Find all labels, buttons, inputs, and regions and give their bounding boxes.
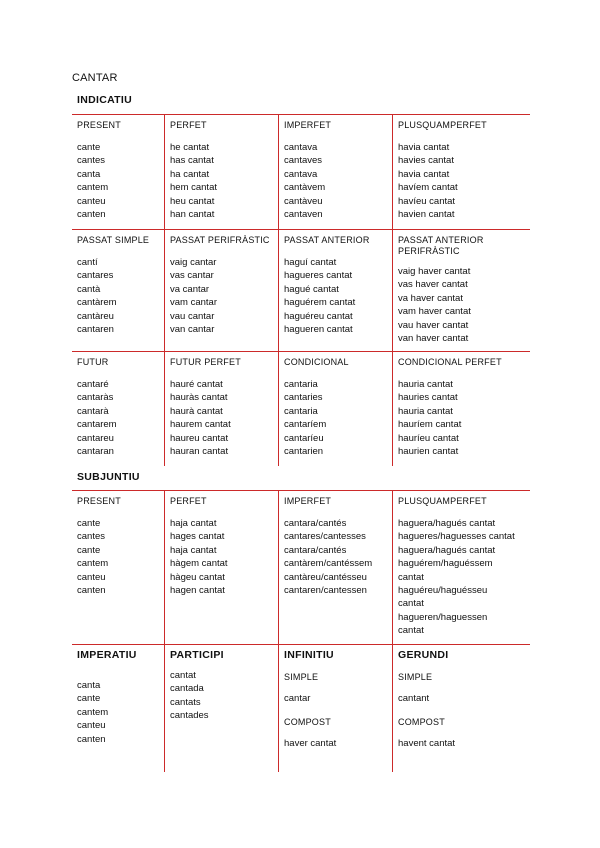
verb-form: haguera/hagués cantat — [398, 518, 496, 529]
verb-form: cantaràs — [77, 392, 114, 404]
conjugation-forms — [398, 141, 530, 221]
verb-form: hauria cantat — [398, 405, 453, 417]
tense-heading: PARTICIPI — [170, 649, 224, 661]
verb-form: cantarien — [284, 446, 324, 458]
verb-form: va haver cantat — [398, 292, 463, 304]
tense-heading: IMPERATIU — [77, 649, 137, 661]
conjugation-forms — [77, 256, 164, 336]
verb-form: cantaves — [284, 155, 323, 167]
section-title-subjuntiu: SUBJUNTIU — [77, 471, 140, 483]
verb-form: cantaria — [284, 379, 318, 390]
conjugation-forms — [284, 378, 392, 458]
tense-heading: PLUSQUAMPERFET — [398, 496, 487, 506]
subjuntiu-table — [72, 490, 530, 772]
verb-form: havien cantat — [398, 209, 455, 221]
tense-heading: PASSAT ANTERIOR PERIFRÀSTIC — [398, 235, 484, 256]
verb-form: haja cantat — [170, 518, 217, 529]
tense-heading: IMPERFET — [284, 120, 332, 130]
verb-form: cantem — [77, 706, 109, 718]
verb-form: haguérem cantat — [284, 297, 356, 309]
verb-form: canteu — [77, 720, 106, 732]
verb-form: cantàreu/cantésseu — [284, 571, 367, 583]
verb-form: cantaries — [284, 392, 323, 404]
verb-form: cantareu — [77, 432, 114, 444]
verb-form: vau cantar — [170, 310, 215, 322]
cell-participi — [165, 645, 279, 772]
simple-form: cantant — [398, 693, 430, 705]
nonfinite-row — [72, 645, 530, 772]
verb-form: canta — [77, 680, 101, 691]
cell-subj-present — [72, 491, 165, 644]
verb-form: cantava — [284, 168, 318, 180]
verb-form: heu cantat — [170, 195, 215, 207]
verb-form: han cantat — [170, 209, 215, 221]
verb-form: vau haver cantat — [398, 319, 469, 331]
simple-label: SIMPLE — [284, 672, 319, 682]
verb-form: hagueren/haguessen — [398, 611, 488, 623]
verb-form: hauries cantat — [398, 392, 458, 404]
verb-form: vaig haver cantat — [398, 266, 471, 277]
verb-form: havia cantat — [398, 168, 450, 180]
verb-form: cantes — [77, 531, 105, 543]
verb-form: canteu — [77, 571, 106, 583]
verb-form: cantat — [398, 598, 424, 610]
cell-gerundi — [393, 645, 530, 772]
verb-form: cante — [77, 544, 101, 556]
verb-form: vam haver cantat — [398, 306, 471, 318]
cell-perfet — [165, 115, 279, 229]
cell-condicional-perfet — [393, 352, 530, 466]
conjugation-forms — [170, 141, 278, 221]
cell-futur — [72, 352, 165, 466]
verb-form: cantaria — [284, 405, 318, 417]
section-title-indicatiu: INDICATIU — [77, 94, 132, 106]
verb-form: canta — [77, 168, 101, 180]
verb-form: hauré cantat — [170, 379, 223, 390]
cell-subj-perfet — [165, 491, 279, 644]
tense-heading: PERFET — [170, 120, 207, 130]
conjugation-forms — [77, 141, 164, 221]
compost-label: COMPOST — [284, 716, 331, 727]
verb-form: vaig cantar — [170, 257, 217, 268]
tense-heading: FUTUR — [77, 357, 109, 367]
verb-form: vas cantar — [170, 270, 214, 282]
verb-form: haureu cantat — [170, 432, 229, 444]
verb-form: hàgem cantat — [170, 558, 228, 570]
tense-heading: PERFET — [170, 496, 207, 506]
verb-form: cante — [77, 518, 101, 529]
conjugation-forms — [170, 256, 278, 336]
simple-label: SIMPLE — [398, 672, 433, 682]
cell-passat-perifrastic — [165, 230, 279, 351]
subjuntiu-row — [72, 491, 530, 645]
cell-imperatiu — [72, 645, 165, 772]
verb-form: canten — [77, 585, 106, 597]
verb-form: va cantar — [170, 283, 210, 295]
cell-passat-simple — [72, 230, 165, 351]
verb-form: haguéreu cantat — [284, 310, 353, 322]
verb-form: hauríem cantat — [398, 419, 462, 431]
verb-form: cantaré — [77, 379, 109, 390]
verb-form: haguí cantat — [284, 257, 337, 268]
verb-form: cante — [77, 142, 101, 153]
conjugation-forms — [398, 517, 530, 638]
verb-form: has cantat — [170, 155, 214, 167]
verb-form: cantarem — [77, 419, 117, 431]
verb-form: cantades — [170, 710, 209, 722]
verb-form: haurien cantat — [398, 446, 459, 458]
conjugation-forms — [284, 141, 392, 221]
tense-heading: INFINITIU — [284, 649, 334, 661]
cell-imperfet — [279, 115, 393, 229]
verb-form: hagueren cantat — [284, 324, 353, 336]
conjugation-forms — [170, 517, 278, 597]
verb-form: hages cantat — [170, 531, 225, 543]
verb-form: havies cantat — [398, 155, 454, 167]
verb-form: hem cantat — [170, 182, 217, 194]
verb-form: cantaren — [77, 324, 114, 336]
cell-infinitiu — [279, 645, 393, 772]
verb-form: cantàveu — [284, 195, 323, 207]
compost-label: COMPOST — [398, 716, 445, 727]
conjugation-forms — [170, 378, 278, 458]
verb-form: hagueres/haguesses cantat — [398, 531, 515, 543]
verb-form: cantes — [77, 155, 105, 167]
conjugation-forms — [398, 378, 530, 458]
verb-form: cantares — [77, 270, 114, 282]
verb-form: ha cantat — [170, 168, 210, 180]
verb-form: havíeu cantat — [398, 195, 456, 207]
conjugation-forms — [284, 517, 392, 597]
verb-form: havíem cantat — [398, 182, 458, 194]
indicatiu-row-1 — [72, 115, 530, 230]
verb-form: cantaríeu — [284, 432, 324, 444]
verb-form: cantàvem — [284, 182, 326, 194]
tense-heading: CONDICIONAL — [284, 357, 349, 367]
cell-plusquamperfet — [393, 115, 530, 229]
compost-form: havent cantat — [398, 738, 456, 750]
verb-form: hauríeu cantat — [398, 432, 459, 444]
tense-heading: PRESENT — [77, 120, 121, 130]
verb-form: canten — [77, 733, 106, 745]
simple-form: cantar — [284, 693, 311, 705]
verb-form: cantarà — [77, 405, 109, 417]
verb-form: cantem — [77, 182, 109, 194]
conjugation-forms — [77, 679, 164, 746]
verb-form: hagen cantat — [170, 585, 225, 597]
tense-heading: PASSAT ANTERIOR — [284, 235, 370, 245]
verb-form: canten — [77, 209, 106, 221]
indicatiu-table — [72, 114, 530, 466]
verb-form: cantares/cantesses — [284, 531, 366, 543]
verb-title: CANTAR — [72, 72, 118, 84]
verb-form: cantaran — [77, 446, 114, 458]
cell-condicional — [279, 352, 393, 466]
tense-heading: PASSAT PERIFRÀSTIC — [170, 235, 270, 245]
verb-form: cantaríem — [284, 419, 327, 431]
verb-form: hàgeu cantat — [170, 571, 225, 583]
indicatiu-row-3 — [72, 352, 530, 466]
tense-heading: GERUNDI — [398, 649, 449, 661]
verb-form: haguéreu/haguésseu — [398, 585, 488, 597]
verb-form: cantat — [398, 625, 424, 637]
verb-form: cante — [77, 693, 101, 705]
verb-form: haurem cantat — [170, 419, 231, 431]
conjugation-forms — [398, 265, 530, 345]
verb-form: cantaven — [284, 209, 323, 221]
verb-form: haguérem/haguéssem — [398, 558, 493, 570]
verb-form: he cantat — [170, 142, 210, 153]
conjugation-forms — [77, 517, 164, 597]
verb-form: cantaren/cantessen — [284, 585, 367, 597]
verb-form: van cantar — [170, 324, 215, 336]
verb-form: cantats — [170, 696, 201, 708]
tense-heading: PRESENT — [77, 496, 121, 506]
cell-passat-anterior-perifrastic — [393, 230, 530, 351]
verb-form: hauràs cantat — [170, 392, 228, 404]
cell-passat-anterior — [279, 230, 393, 351]
verb-form: vas haver cantat — [398, 279, 468, 291]
cell-present — [72, 115, 165, 229]
cell-subj-plusquamperfet — [393, 491, 530, 644]
tense-heading: PLUSQUAMPERFET — [398, 120, 487, 130]
verb-form: hagué cantat — [284, 283, 339, 295]
verb-form: cantí — [77, 257, 98, 268]
verb-form: cantava — [284, 142, 318, 153]
verb-form: van haver cantat — [398, 333, 469, 345]
verb-form: hauran cantat — [170, 446, 229, 458]
verb-form: havia cantat — [398, 142, 450, 153]
conjugation-forms — [170, 669, 278, 723]
verb-form: haurà cantat — [170, 405, 223, 417]
cell-subj-imperfet — [279, 491, 393, 644]
verb-form: hauria cantat — [398, 379, 453, 390]
verb-form: cantat — [398, 571, 424, 583]
verb-form: cantada — [170, 683, 204, 695]
verb-form: canteu — [77, 195, 106, 207]
verb-form: cantem — [77, 558, 109, 570]
indicatiu-row-2 — [72, 230, 530, 352]
verb-form: cantara/cantés — [284, 544, 347, 556]
tense-heading: PASSAT SIMPLE — [77, 235, 150, 245]
compost-form: haver cantat — [284, 738, 337, 750]
verb-form: cantat — [170, 670, 196, 681]
verb-form: cantàrem/cantéssem — [284, 558, 373, 570]
cell-futur-perfet — [165, 352, 279, 466]
verb-form: vam cantar — [170, 297, 217, 309]
tense-heading: FUTUR PERFET — [170, 357, 241, 367]
verb-form: cantàreu — [77, 310, 114, 322]
verb-form: cantà — [77, 283, 101, 295]
conjugation-forms — [284, 256, 392, 336]
verb-form: cantàrem — [77, 297, 117, 309]
verb-form: haja cantat — [170, 544, 217, 556]
tense-heading: CONDICIONAL PERFET — [398, 357, 502, 367]
conjugation-forms — [77, 378, 164, 458]
tense-heading: IMPERFET — [284, 496, 332, 506]
verb-form: cantara/cantés — [284, 518, 347, 529]
verb-form: haguera/hagués cantat — [398, 544, 496, 556]
verb-form: hagueres cantat — [284, 270, 353, 282]
